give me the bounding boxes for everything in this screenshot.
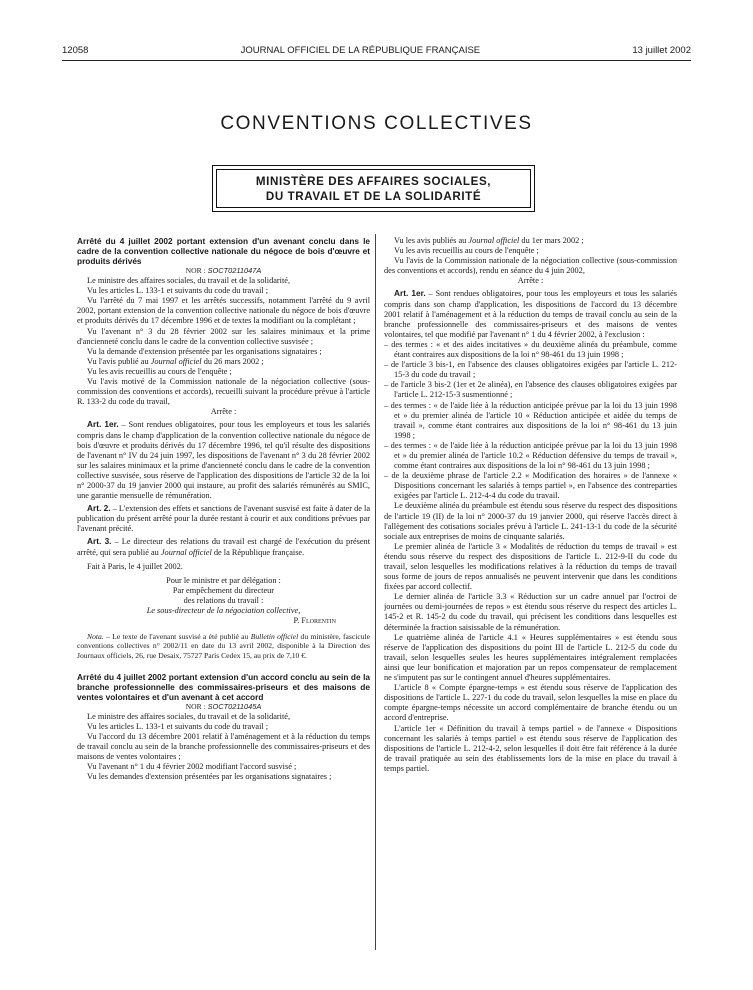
signature-line: Pour le ministre et par délégation :	[166, 575, 281, 585]
article-1	[77, 419, 370, 501]
arrete-label: Arrête :	[210, 407, 237, 417]
paragraph: Vu l'avis motivé de la Commission nationale de la négociation collective (sous-commission des conventions et accords), recueilli suivant la procédure prévue à l'article R. 133-2 du code du travail,	[77, 377, 370, 407]
paragraph: Vu l'accord du 13 décembre 2001 relatif à l'aménagement et à la réduction du temps de travail conclu au sein de la branche professionnelle des commissaires-priseurs et des maisons de ventes volontaires ;	[77, 732, 370, 762]
signature-line: Par empêchement du directeur	[172, 585, 275, 595]
article-text: – Le directeur des relations du travail est chargé de l'exécution du présent arrêté, qui sera publié au	[77, 537, 370, 557]
article-label: Art. 2.	[87, 503, 111, 514]
paragraph: Le deuxième alinéa du préambule est étendu sous réserve du respect des dispositions de l'article 19 (II) de la loi n° 2000-37 du 19 janvier 2000, qui réserve l'accès direct à l'allègement des cotisations sociales prévu à l'article L. 241-13-1 du code de la sécurité sociale aux entreprises de moins de cinquante salariés.	[384, 501, 677, 541]
paragraph: Vu l'arrêté du 7 mai 1997 et les arrêtés successifs, notamment l'arrêté du 9 avril 2002, portant extension de la convention collective nationale du négoce de bois d'œuvre et produits dérivés du 17 décembre 1996 et de textes la modifiant ou la complétant ;	[77, 296, 370, 326]
text-run: Vu les avis publiés au	[394, 236, 469, 245]
article-3	[77, 536, 370, 557]
paragraph: L'article 1er « Définition du travail à temps partiel » de l'annexe « Dispositions concernant les salariés à temps partiel » est étendu sous réserve de l'application des dispositions de l'article L. 212-4-2, selon lesquelles il doit être fait référence à la durée de travail pratiquée au sein des établissements lors de la mise en place du travail à temps partiel.	[384, 723, 677, 773]
journal-name: Journal officiel	[468, 236, 520, 245]
bulletin-name: Bulletin officiel	[250, 632, 299, 642]
paragraph: Vu les articles L. 133-1 et suivants du code du travail ;	[87, 286, 269, 296]
paragraph: Le quatrième alinéa de l'article 4.1 « Heures supplémentaires » est étendu sous réserve de l'application des dispositions du point III de l'article L. 212-5 du code du travail, selon lesquelles seules les heures supplémentaires intégralement remplacées ainsi que leur bonification et majoration par un repos compensateur de remplacement ne s'imputent pas sur le contingent annuel d'heures supplémentaires.	[384, 632, 677, 683]
signature-date: Fait à Paris, le 4 juillet 2002.	[87, 561, 183, 571]
arrete-2-title: Arrêté du 4 juillet 2002 portant extension d'un accord conclu au sein de la branche professionnelle des commissaires-priseurs et des maisons de ventes volontaires et d'un avenant à cet accord	[77, 671, 370, 702]
paragraph	[77, 357, 370, 367]
paragraph: Vu les avis recueillis au cours de l'enquête ;	[394, 246, 539, 256]
nota-label: Nota.	[87, 632, 104, 642]
paragraph: Vu les avis recueillis au cours de l'enquête ;	[87, 366, 232, 376]
nor-label: NOR :	[185, 266, 206, 275]
paragraph: Vu les demandes d'extension présentées par les organisations signataires ;	[87, 772, 332, 782]
issue-date: 13 juillet 2002	[632, 45, 691, 56]
nota	[77, 632, 370, 660]
paragraph: Vu l'avis de la Commission nationale de la négociation collective (sous-commission des conventions et accords), rendu en séance du 4 juin 2002,	[384, 256, 677, 276]
ministry-line-2: DU TRAVAIL ET DE LA SOLIDARITÉ	[265, 189, 482, 203]
signature-line: des relations du travail :	[183, 595, 264, 605]
journal-name: Journal officiel	[150, 356, 202, 366]
paragraph: Le premier alinéa de l'article 3 « Modalités de réduction du temps de travail » est étendu sous réserve du respect des dispositions de l'article L. 212-9-II du code du travail, selon lesquelles les modifications relatives à la réduction du temps de travail sous forme de jours de repos annualisés ne peuvent intervenir que dans les conditions fixées par accord collectif.	[384, 541, 677, 592]
ministry-box-inner	[216, 169, 531, 208]
journal-title: JOURNAL OFFICIEL DE LA RÉPUBLIQUE FRANÇAISE	[240, 45, 481, 56]
nota-text: du ministère, fascicule conventions collectives n° 2002/11 en date du 13 avril 2002, disponible à la Direction des Journaux officiels, 26, rue Desaix, 75727 Paris Cedex 15, au prix de 7,10 €.	[77, 632, 370, 660]
arrete-1-nor	[77, 266, 370, 276]
article-2	[77, 503, 370, 534]
nor-label: NOR :	[185, 701, 206, 711]
nor-code: SOCT0211045A	[207, 701, 262, 711]
article-1	[384, 288, 677, 339]
ministry-box	[212, 165, 535, 212]
text-run: Vu l'avis publié au	[87, 356, 151, 366]
article-label: Art. 1er.	[87, 419, 119, 430]
article-text: – Sont rendues obligatoires, pour tous les employeurs et tous les salariés compris dans son champ d'application, les dispositions de l'accord du 13 décembre 2001 relatif à l'aménagement et à la réduction du temps de travail conclu au sein de la branche professionnelle des commissaires-priseurs et des maisons de ventes volontaires, tel que modifié par l'avenant n° 1 du 4 février 2002, à l'exclusion :	[384, 289, 677, 339]
signatory-name: P. Florentin	[293, 616, 336, 626]
nor-code: SOCT0211047A	[207, 266, 262, 275]
text-run: du 26 mars 2002 ;	[201, 356, 264, 366]
exclusion-item: – de la deuxième phrase de l'article 2.2 « Modification des horaires » de l'annexe « Dispositions concernant les salariés à temps partiel », en l'absence des contreparties exigées par l'article L. 212-4-4 du code du travail.	[384, 471, 677, 501]
header-rule	[62, 60, 691, 61]
exclusion-item: – des termes : « de l'aide liée à la réduction anticipée prévue par la loi du 13 juin 1998 et » du premier alinéa de l'article 10 « Réduction anticipée et aidée du temps de travail », comme étant contraires aux dispositions de la loi n° 98-461 du 13 juin 1998 ;	[384, 400, 677, 440]
paragraph: Vu les articles L. 133-1 et suivants du code du travail ;	[87, 721, 269, 731]
paragraph: Le dernier alinéa de l'article 3.3 « Réduction sur un cadre annuel par l'octroi de journées ou demi-journées de repos » est étendu sous réserve du respect des articles L. 145-2 et R. 145-2 du code du travail, qui précisent les conditions dans lesquelles est déterminée la fraction saisissable de la rémunération.	[384, 592, 677, 632]
arrete-2-nor	[77, 702, 370, 712]
column-rule	[375, 234, 376, 950]
right-column	[384, 236, 677, 956]
arrete-1-title: Arrêté du 4 juillet 2002 portant extension d'un avenant conclu dans le cadre de la convention collective nationale du négoce de bois d'œuvre et produits dérivés	[77, 236, 370, 266]
paragraph: Vu la demande d'extension présentée par les organisations signataires ;	[87, 346, 322, 356]
arrete-label: Arrête :	[517, 276, 544, 286]
paragraph	[384, 236, 677, 246]
ministry-line-1: MINISTÈRE DES AFFAIRES SOCIALES,	[255, 174, 492, 188]
paragraph: Vu l'avenant n° 1 du 4 février 2002 modifiant l'accord susvisé ;	[87, 762, 297, 772]
paragraph: Vu l'avenant n° 3 du 28 février 2002 sur les salaires minimaux et la prime d'ancienneté conclu dans le cadre de la convention collective susvisée ;	[77, 326, 370, 346]
exclusion-item: – des termes : « et des aides incitatives » du deuxième alinéa du préambule, comme étant contraires aux dispositions de la loi n° 98-461 du 13 juin 1998 ;	[384, 339, 677, 360]
article-label: Art. 3.	[87, 536, 112, 547]
article-text: – L'extension des effets et sanctions de l'avenant susvisé est faite à dater de la publication du présent arrêté pour la durée restant à courir et aux conditions prévues par l'avenant précité.	[77, 504, 370, 534]
paragraph: Le ministre des affaires sociales, du travail et de la solidarité,	[87, 711, 291, 721]
exclusion-item: – des termes : « de l'aide liée à la réduction anticipée prévue par la loi du 13 juin 1998 et » du premier alinéa de l'article 10.2 « Réduction défensive du temps de travail », comme étant contraires aux dispositions de la loi n° 98-461 du 13 juin 1998 ;	[384, 440, 677, 471]
journal-name: Journal officiel	[160, 547, 212, 557]
spacer	[77, 660, 370, 672]
page-number: 12058	[62, 45, 89, 56]
exclusion-item: – de l'article 3 bis-2 (1er et 2e alinéa), en l'absence des clauses obligatoires exigées par l'article L. 212-15-3 susmentionné ;	[384, 380, 677, 400]
left-column	[77, 236, 370, 956]
running-header	[62, 44, 691, 58]
signature-block	[77, 576, 370, 626]
section-title: CONVENTIONS COLLECTIVES	[220, 113, 533, 134]
paragraph: L'article 8 « Compte épargne-temps » est étendu sous réserve de l'application des dispositions de l'article L. 227-1 du code du travail, selon lesquelles la mise en place du compte épargne-temps nécessite un accord complémentaire de branche étendu ou un accord d'entreprise.	[384, 683, 677, 723]
article-text: de la République française.	[211, 547, 305, 557]
text-run: du 1er mars 2002 ;	[519, 236, 584, 245]
article-text: – Sont rendues obligatoires, pour tous les employeurs et tous les salariés compris dans le champ d'application de la convention collective nationale du négoce de bois d'œuvre et produits dérivés du 17 décembre 1996, tel qu'il résulte des dispositions de l'avenant n° IV du 24 juin 1997, les dispositions de l'avenant n° 3 du 28 février 2002 sur les salaires minimaux et la prime d'ancienneté conclu dans le cadre de la convention collective susvisée, sous réserve de l'application des dispositions de l'article 32 de la loi n° 2000-37 du 19 janvier 2000 qui instaure, au profit des salariés rémunérés au SMIC, une garantie mensuelle de rémunération.	[77, 420, 370, 501]
article-label: Art. 1er.	[394, 288, 426, 299]
paragraph: Le ministre des affaires sociales, du travail et de la solidarité,	[87, 276, 291, 286]
exclusion-item: – de l'article 3 bis-1, en l'absence des clauses obligatoires exigées par l'article L. 212-15-3 du code du travail ;	[384, 360, 677, 380]
signature-line: Le sous-directeur de la négociation collective,	[146, 606, 301, 615]
nota-text: – Le texte de l'avenant susvisé a été publié au	[103, 632, 251, 642]
